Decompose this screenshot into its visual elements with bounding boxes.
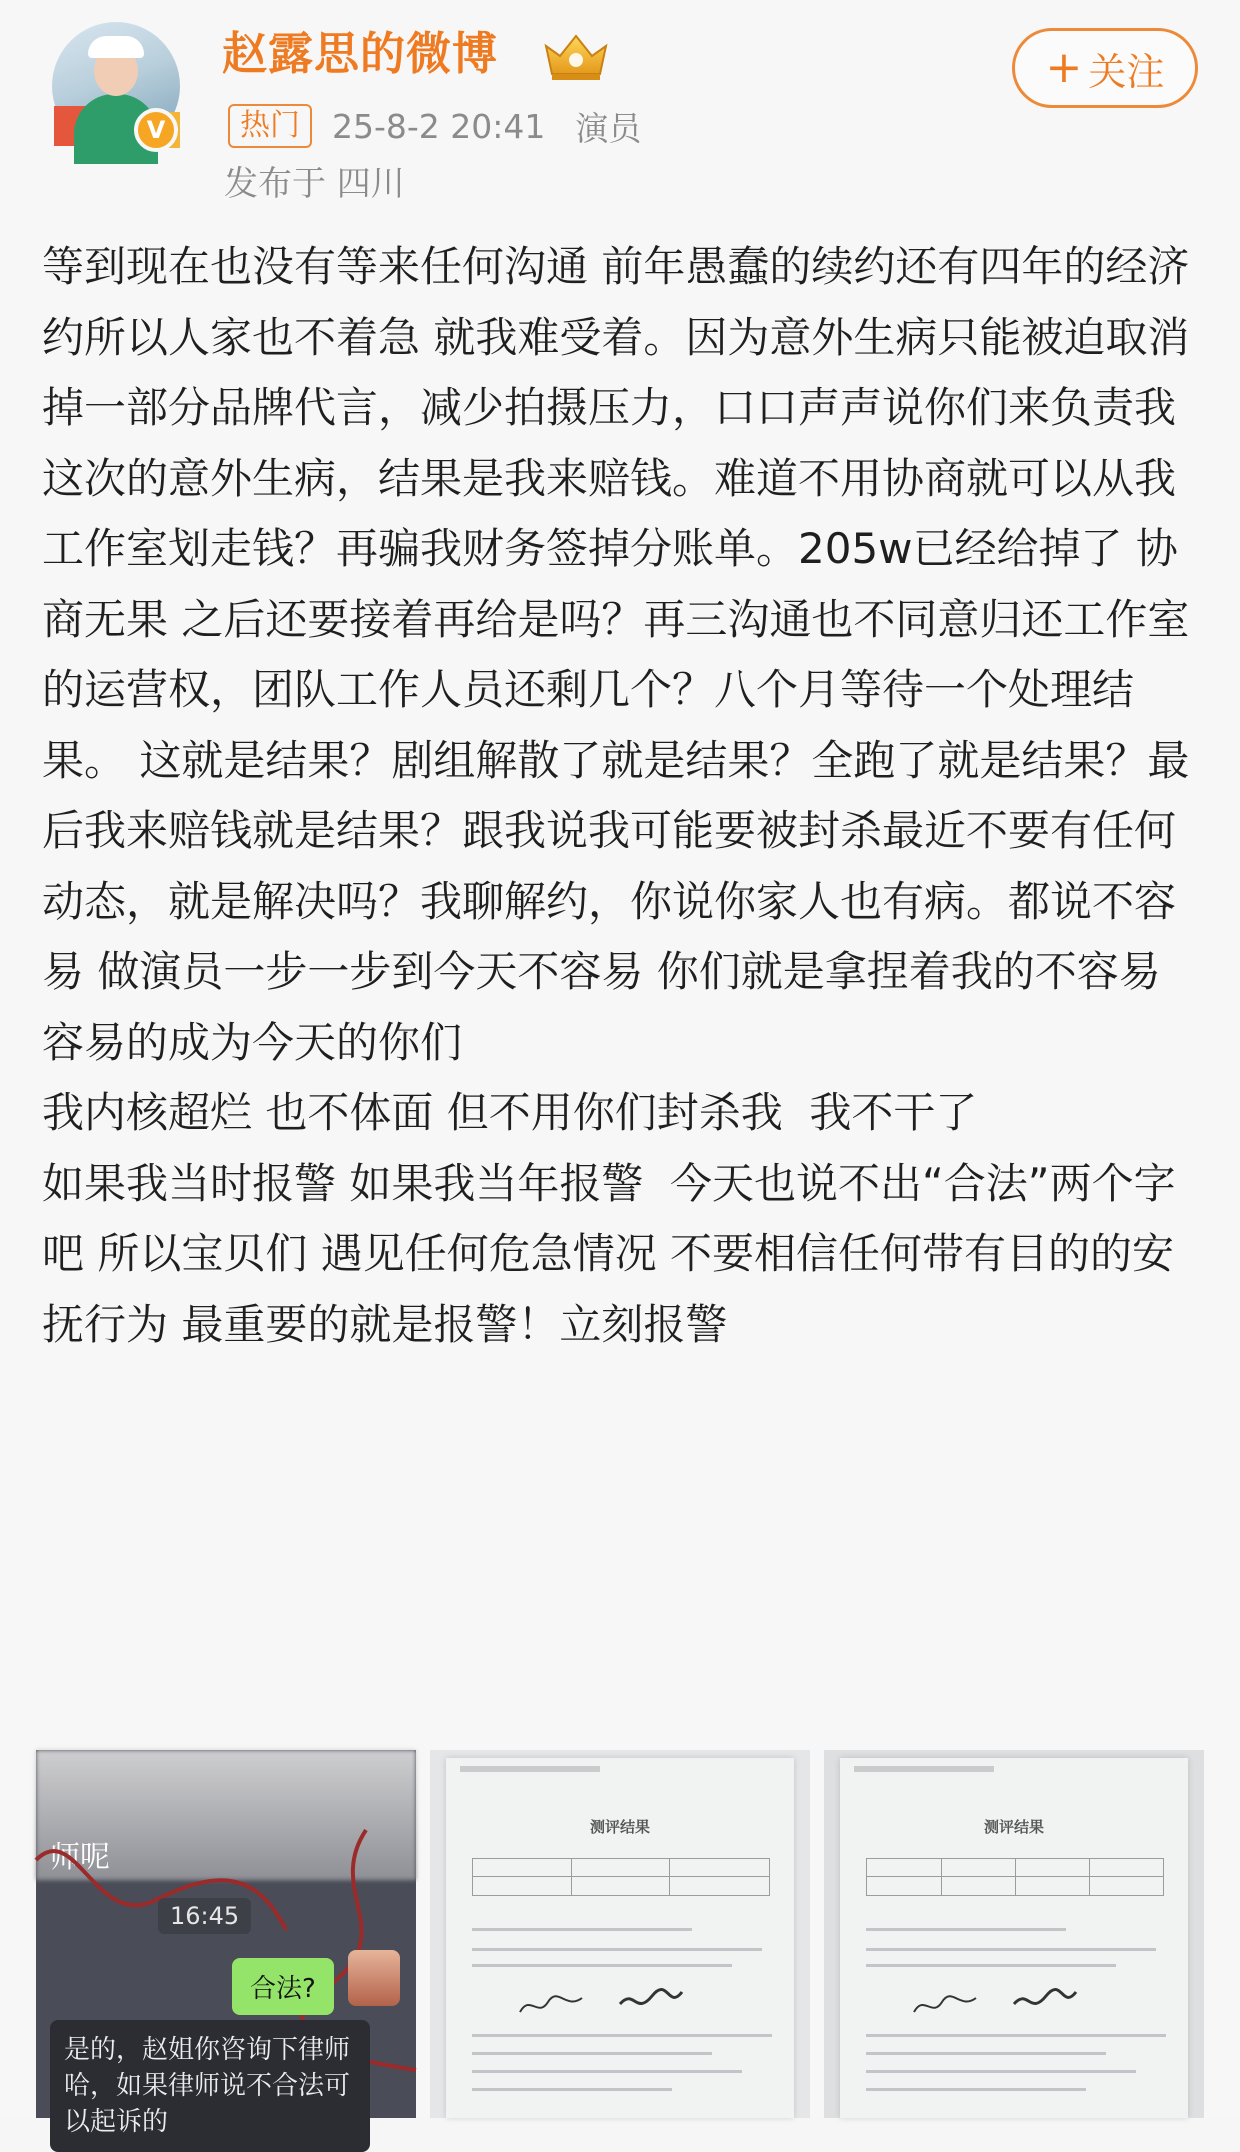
chat-bubble-sent: 合法? xyxy=(232,1958,334,2015)
hot-tag[interactable]: 热门 xyxy=(228,104,312,148)
plus-icon: + xyxy=(1045,42,1083,93)
username[interactable]: 赵露思的微博 xyxy=(222,27,499,80)
signature-icon xyxy=(1010,1986,1080,2016)
post-location: 发布于 四川 xyxy=(224,164,405,204)
signature-icon xyxy=(516,1990,586,2020)
doc-title: 测评结果 xyxy=(983,1818,1044,1836)
follow-button[interactable] xyxy=(1012,28,1198,108)
follow-label: 关注 xyxy=(1088,49,1165,94)
image-grid xyxy=(36,1750,1204,2137)
signature-icon xyxy=(910,1990,980,2020)
evaluation-report-image-1[interactable] xyxy=(430,1750,810,2118)
user-role: 演员 xyxy=(575,108,642,148)
post-paragraph-3: 如果我当时报警 如果我当年报警 今天也说不出“合法”两个字吧 所以宝贝们 遇见任何危急情况 不要相信任何带有目的的安抚行为 最重要的就是报警！立刻报警 xyxy=(42,1158,1176,1349)
post-paragraph-2: 我内核超烂 也不体面 但不用你们封杀我 我不干了 xyxy=(42,1088,978,1137)
evaluation-report-image-2[interactable] xyxy=(824,1750,1204,2118)
chat-screenshot-image[interactable] xyxy=(36,1750,416,2137)
signature-icon xyxy=(616,1986,686,2016)
crown-icon xyxy=(540,30,612,82)
post-meta xyxy=(228,100,641,152)
chat-time: 16:45 xyxy=(158,1898,251,1934)
post-time: 25-8-2 20:41 xyxy=(332,106,546,146)
chat-blurred-name: 师呢 xyxy=(50,1840,110,1875)
chat-avatar xyxy=(348,1950,400,2006)
doc-title: 测评结果 xyxy=(589,1818,650,1836)
post-text xyxy=(42,232,1202,1360)
post-paragraph-1: 等到现在也没有等来任何沟通 前年愚蠢的续约还有四年的经济约所以人家也不着急 就我难受着。因为意外生病只能被迫取消掉一部分品牌代言，减少拍摄压力，口口声声说你们来负责我这次的意外生病，结果是我来赔钱。难道不用协商就可以从我工作室划走钱？再骗我财务签掉分账单。205w已经给掉了 协商无果 之后还要接着再给是吗？再三沟通也不同意归还工作室的运营权，团队工作人员还剩几个？八个月等待一个处理结果。 这就是结果？剧组解散了就是结果？全跑了就是结果？最后我来赔钱就是结果？跟我说我可能要被封杀最近不要有任何动态，就是解决吗？我聊解约，你说你家人也有病。都说不容易 做演员一步一步到今天不容易 你们就是拿捏着我的不容易 容易的成为今天的你们 xyxy=(42,242,1190,1067)
chat-bubble-received: 是的，赵姐你咨询下律师哈，如果律师说不合法可以起诉的 xyxy=(50,2020,370,2152)
verified-badge-icon: V xyxy=(134,108,178,152)
